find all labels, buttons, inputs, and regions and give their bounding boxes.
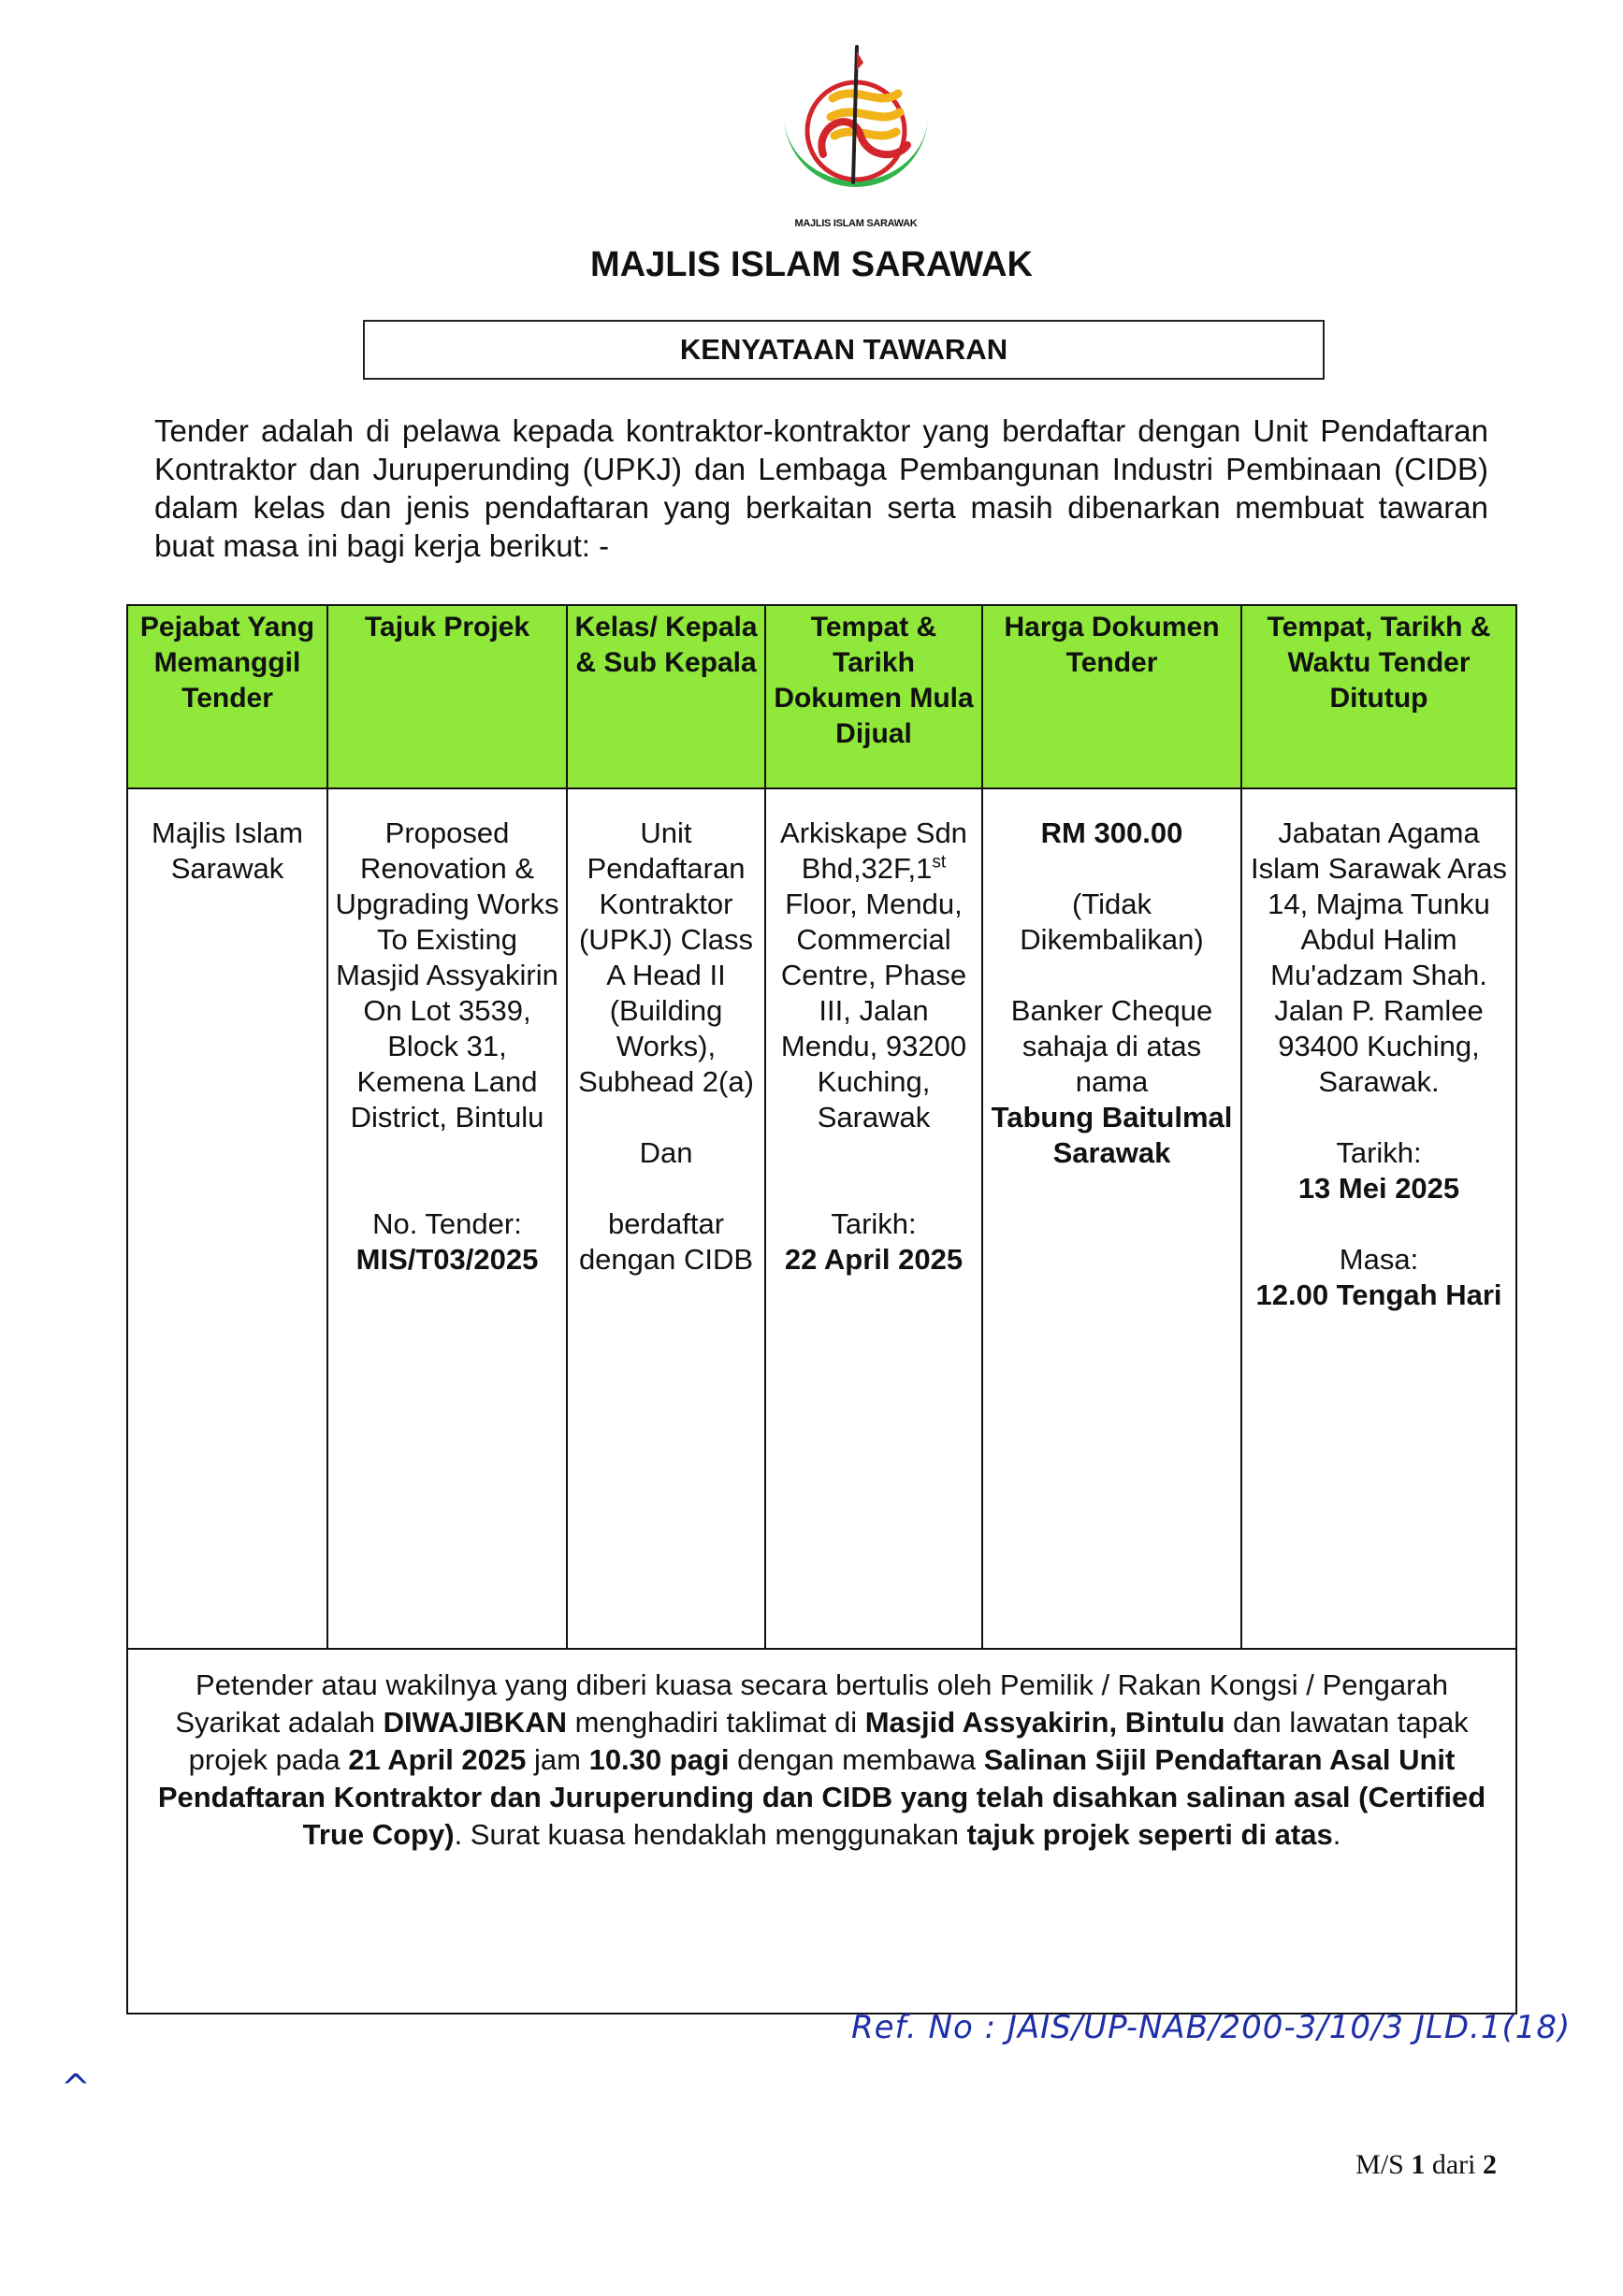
cell-class (567, 788, 765, 1649)
notice-text-1: Petender atau wakilnya yang diberi kuasa secara bertulis oleh Pemilik / Rakan Kongsi / Pengarah Syarikat adalah (175, 1668, 1448, 1739)
notice-text-5: dengan membawa (729, 1743, 984, 1776)
header-project: Tajuk Projek (327, 605, 567, 788)
table-row (127, 788, 1516, 1649)
sale-address-sup: st (932, 852, 947, 873)
class-cidb: berdaftar dengan CIDB (578, 1207, 754, 1276)
closing-time-label: Masa: (1339, 1243, 1419, 1276)
notice-bold-1: DIWAJIBKAN (383, 1706, 567, 1739)
price-payment: Banker Cheque sahaja di atas nama (1010, 994, 1213, 1098)
sale-address-rest: Floor, Mendu, Commercial Centre, Phase III, Jalan Mendu, 93200 Kuching, Sarawak (780, 888, 967, 1134)
header-price: Harga Dokumen Tender (982, 605, 1241, 788)
sale-date-label: Tarikh: (831, 1207, 917, 1240)
intro-paragraph: Tender adalah di pelawa kepada kontraktor-kontraktor yang berdaftar dengan Unit Pendaftaran Kontraktor dan Juruperunding (UPKJ) dan Lembaga Pembangunan Industri Pembinaan (CIDB) dalam kelas dan jenis pendaftaran yang berkaitan serta masih dibenarkan membuat tawaran buat masa ini bagi kerja berikut: - (154, 413, 1488, 563)
organisation-logo (767, 42, 945, 234)
notice-cell (127, 1649, 1516, 2014)
notice-text-7: . (1332, 1818, 1341, 1851)
header-sale: Tempat & Tarikh Dokumen Mula Dijual (765, 605, 982, 788)
closing-place: Jabatan Agama Islam Sarawak Aras 14, Majma Tunku Abdul Halim Mu'adzam Shah. Jalan P. Ramlee 93400 Kuching, Sarawak. (1251, 816, 1507, 1098)
class-registration: Unit Pendaftaran Kontraktor (UPKJ) Class A Head II (Building Works), Subhead 2(a) (578, 816, 754, 1098)
notice-row (127, 1649, 1516, 2014)
project-title: Proposed Renovation & Upgrading Works To Existing Masjid Assyakirin On Lot 3539, Block 31, Kemena Land District, Bintulu (335, 816, 559, 1134)
notice-bold-6: tajuk projek seperti di atas (966, 1818, 1333, 1851)
document-title (363, 320, 1325, 380)
notice-bold-3: 21 April 2025 (348, 1743, 527, 1776)
closing-date: 13 Mei 2025 (1297, 1172, 1460, 1205)
header-office: Pejabat Yang Memanggil Tender (127, 605, 327, 788)
page-current: 1 (1411, 2149, 1426, 2180)
cell-closing (1241, 788, 1516, 1649)
page-middle: dari (1425, 2149, 1483, 2180)
class-conjunction: Dan (639, 1136, 693, 1169)
price-payee: Tabung Baitulmal Sarawak (991, 1101, 1233, 1169)
table-header-row (127, 605, 1516, 788)
notice-bold-2: Masjid Assyakirin, Bintulu (864, 1706, 1225, 1739)
sale-address (772, 816, 976, 1135)
header-closing: Tempat, Tarikh & Waktu Tender Ditutup (1241, 605, 1516, 788)
cell-price (982, 788, 1241, 1649)
document-title-text: KENYATAAN TAWARAN (679, 333, 1008, 366)
tender-table (126, 604, 1517, 2014)
tender-no-label: No. Tender: (372, 1207, 522, 1240)
closing-date-label: Tarikh: (1336, 1136, 1422, 1169)
organisation-title: MAJLIS ISLAM SARAWAK (590, 245, 1033, 284)
cell-project (327, 788, 567, 1649)
logo-caption: MAJLIS ISLAM SARAWAK (794, 218, 918, 229)
handwritten-mark: ^ (61, 2067, 91, 2108)
notice-text-6: . Surat kuasa hendaklah menggunakan (454, 1818, 967, 1851)
price-amount: RM 300.00 (1040, 816, 1183, 849)
notice-text-4: jam (526, 1743, 589, 1776)
notice-bold-4: 10.30 pagi (588, 1743, 730, 1776)
handwritten-reference: Ref. No : JAIS/UP-NAB/200-3/10/3 JLD.1(18) (851, 2009, 1572, 2046)
sale-date: 22 April 2025 (784, 1243, 964, 1276)
closing-time: 12.00 Tengah Hari (1255, 1278, 1502, 1311)
page-prefix: M/S (1355, 2149, 1412, 2180)
page-total: 2 (1483, 2149, 1497, 2180)
notice-text-3: dan lawatan tapak projek pada (188, 1706, 1469, 1776)
notice-bold-5: Salinan Sijil Pendaftaran Asal Unit Pendaftaran Kontraktor dan Juruperunding dan CIDB yang telah disahkan salinan asal (Certified True Copy) (157, 1743, 1486, 1851)
price-note: (Tidak Dikembalikan) (1020, 888, 1204, 956)
header-class: Kelas/ Kepala & Sub Kepala (567, 605, 765, 788)
cell-office (127, 788, 327, 1649)
tender-number: MIS/T03/2025 (355, 1243, 539, 1276)
page-number (1310, 2149, 1497, 2181)
cell-sale (765, 788, 982, 1649)
sale-address-prefix: Arkiskape Sdn Bhd,32F,1 (780, 816, 967, 885)
office-name: Majlis Islam Sarawak (152, 816, 303, 885)
logo-emblem-icon (767, 42, 945, 215)
notice-text-2: menghadiri taklimat di (566, 1706, 865, 1739)
